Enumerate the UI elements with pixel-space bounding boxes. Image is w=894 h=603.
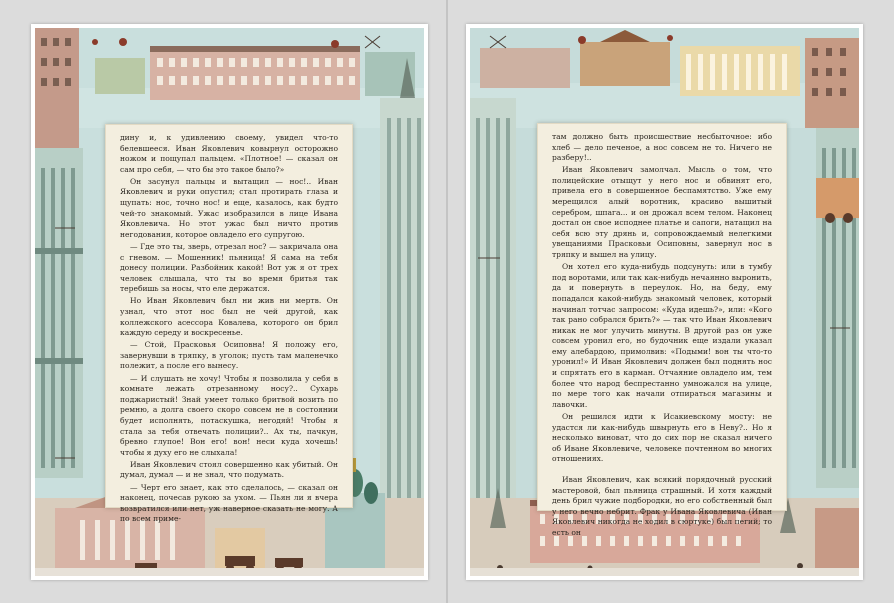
paragraph: — И слушать не хочу! Чтобы я позволила у себя в комнате лежать отрезанному носу?.. Сухарь поджаристый! Знай умеет только бритвой возить по ремню, а долга своего скоро совсем не в состоянии будет исполнять, потаскушка, негодяй! Чтобы я стала за тебя отвечать полиции?.. Ах ты, пачкун, бревно глупое! Вон его! вон! неси куда хочешь! чтобы я духу его не слыхала! (120, 373, 338, 457)
left-page (31, 24, 428, 580)
paragraph: Он решился идти к Исакиевскому мосту: не удастся ли как-нибудь швырнуть его в Неву?.. Но я несколько виноват, что до сих пор не сказал ничего об Иване Яковлевиче, человеке почтенном во многих отношениях. (552, 411, 772, 464)
paragraph: — Где это ты, зверь, отрезал нос? — закричала она с гневом. — Мошенник! пьяница! Я сама на тебя донесу полиции. Разбойник какой! Вот уж я от трех человек слышала, что ты во время бритья так теребишь за носы, что еле держатся. (120, 241, 338, 294)
paragraph: — Стой, Прасковья Осиповна! Я положу его, завернувши в тряпку, в уголок; пусть там маленечко полежит, а после его вынесу. (120, 340, 338, 371)
paragraph: Иван Яковлевич замолчал. Мысль о том, что полицейские отыщут у него нос и обвинят его, привела его в совершенное беспамятство. Уже ему мерещился алый воротник, красиво вышитый серебром, шпага... и он дрожал всем телом. Наконец достал он свое исподнее платье и сапоги, натащил на себя всю эту дрянь и, сопровождаемый нелегкими увещаниями Прасковьи Осиповны, завернул нос в тряпку и вышел на улицу. (552, 165, 772, 260)
paragraph: Иван Яковлевич, как всякий порядочный русский мастеровой, был пьяница страшный. И хотя каждый день брил чужие подбородки, но его собственный был у него вечно небрит. Фрак у Ивана Яковлевича (Иван Яковлевич никогда не ходил в сюртуке) был пегий; то есть он (552, 474, 772, 537)
paragraph: Иван Яковлевич стоял совершенно как убитый. Он думал, думал — и не знал, что подумать. (120, 459, 338, 480)
left-page-text-block (105, 124, 353, 524)
paragraph: Он хотел его куда-нибудь подсунуть: или в тумбу под воротами, или так как-нибудь нечаянно выронить, да и повернуть в переулок. Но, на беду, ему попадался какой-нибудь знакомый человек, который начинал тотчас запросом: «Куда идешь?», или: «Кого так рано собрался брить?» — так что Иван Яковлевич никак не мог улучить минуты. В другой раз он уже совсем уронил его, но будочник еще издали указал ему алебардою, примолвив: «Подыми! вон ты что-то уронил!» И Иван Яковлевич должен был поднять нос и спрятать его в карман. Отчаяние овладело им, тем более что народ беспрестанно умножался на улице, по мере того как начали отпираться магазины и лавочки. (552, 262, 773, 409)
right-page (466, 24, 863, 580)
right-page-text-block (537, 123, 787, 537)
paragraph: — Черт его знает, как это сделалось, — сказал он наконец, почесав рукою за ухом. — Пьян ли я вчера возвратился или нет, уж наверное сказать не могу. А по всем приме- (120, 482, 338, 524)
paragraph: там должно быть происшествие несбыточное: ибо хлеб — дело печеное, а нос совсем не то. Ничего не разберу!.. (552, 132, 772, 163)
paragraph: Но Иван Яковлевич был ни жив ни мертв. Он узнал, что этот нос был не чей другой, как коллежского асессора Ковалева, которого он брил каждую середу и воскресенье. (120, 296, 338, 338)
paragraph: дину и, к удивлению своему, увидел что-то белевшееся. Иван Яковлевич ковырнул осторожно ножом и пощупал пальцем. «Плотное! — сказал он сам про себя, — что бы это такое было?» (120, 133, 338, 174)
paragraph: Он засунул пальцы и вытащил — нос!.. Иван Яковлевич и руки опустил; стал протирать глаза и щупать: нос, точно нос! и еще, казалось, как будто чей-то знакомый. Ужас изобразился в лице Ивана Яковлевича. Но этот ужас был ничто против негодования, которое овладело его супругою. (120, 176, 338, 239)
spread-divider (446, 0, 448, 603)
